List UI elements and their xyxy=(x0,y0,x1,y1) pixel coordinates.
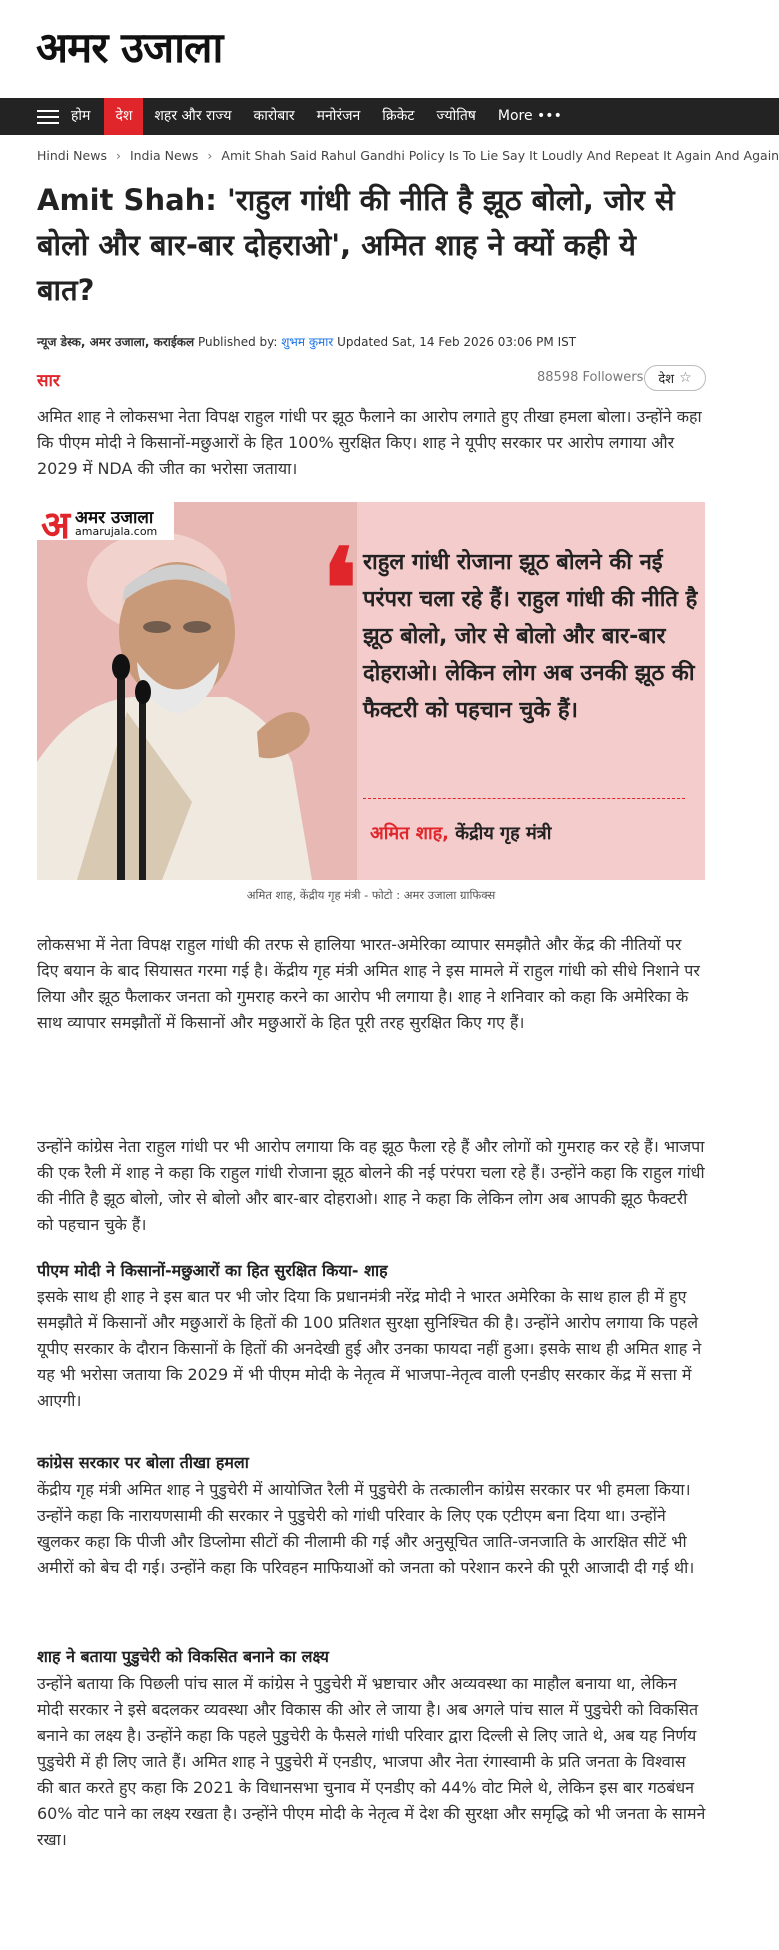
body-paragraph-2: उन्होंने कांग्रेस नेता राहुल गांधी पर भी आरोप लगाया कि वह झूठ फैला रहे हैं और लोगों को गुमराह कर रहे हैं। भाजपा की एक रैली में शाह ने कहा कि राहुल गांधी रोजाना झूठ बोलने की नई परंपरा चला रहे हैं। उन्होंने कहा कि राहुल गांधी की नीति है झूठ बोलो, जोर से बोलो और बार-बार दोहराओ। शाह ने कहा कि लेकिन लोग अब आपकी झूठ फैक्टरी को पहचान चुके हैं। xyxy=(37,1137,705,1234)
quote-mark-icon: ❛ xyxy=(322,524,358,653)
byline-published-label: Published by: xyxy=(197,335,278,349)
breadcrumb-separator-icon: › xyxy=(207,148,213,163)
followers-count: 88598 Followers xyxy=(537,370,644,385)
quote-divider xyxy=(363,798,685,799)
nav-item-desh[interactable]: देश xyxy=(104,98,143,135)
breadcrumb-current: Amit Shah Said Rahul Gandhi Policy Is To Lie Say It Loudly And Repeat It Again And Again xyxy=(221,148,779,163)
site-logo[interactable]: अमर उजाला xyxy=(36,23,223,72)
nav-item-entertainment[interactable]: मनोरंजन xyxy=(316,108,361,124)
hero-attribution xyxy=(370,821,551,845)
nav-home[interactable]: होम xyxy=(71,108,91,124)
byline-org: न्यूज डेस्क, अमर उजाला, कराईकल xyxy=(37,335,195,349)
hero-logo-brand: अमर उजाला xyxy=(75,508,154,528)
speaker-photo xyxy=(37,502,357,880)
nav-item-astrology[interactable]: ज्योतिष xyxy=(436,108,476,124)
hero-logo-url: amarujala.com xyxy=(75,525,158,538)
breadcrumb-hindi-news[interactable]: Hindi News xyxy=(37,148,107,163)
body-paragraph-5: उन्होंने बताया कि पिछली पांच साल में कांग्रेस ने पुडुचेरी में भ्रष्टाचार और अव्यवस्था का माहौल बनाया था, लेकिन मोदी सरकार ने इसे बदलकर व्यवस्था और विकास की ओर ले जाया है। अब अगले पांच साल में पुडुचेरी को विकसित बनाने का लक्ष्य है। उन्होंने कहा कि पहले पुडुचेरी के फैसले गांधी परिवार द्वारा दिल्ली से लिए जाते थे, अब यह निर्णय पुडुचेरी में ही लिए जाते हैं। अमित शाह ने पुडुचेरी में एनडीए, भाजपा और नेता रंगास्वामी के प्रति जनता के विश्वास की बात करते हुए कहा कि 2021 के विधानसभा चुनाव में एनडीए को 44% वोट मिले थे, लेकिन इस बार गठबंधन 60% वोट पाने का लक्ष्य रखता है। उन्होंने पीएम मोदी के नेतृत्व में देश की सुरक्षा और समृद्धि को भी जनता के सामने रखा। xyxy=(37,1674,706,1849)
breadcrumb-india-news[interactable]: India News xyxy=(129,148,199,163)
main-nav xyxy=(0,98,779,135)
subheading-3: शाह ने बताया पुडुचेरी को विकसित बनाने का लक्ष्य xyxy=(37,1647,329,1666)
byline-updated: Updated Sat, 14 Feb 2026 03:06 PM IST xyxy=(337,335,577,349)
attribution-name: अमित शाह, xyxy=(370,823,450,844)
nav-item-cricket[interactable]: क्रिकेट xyxy=(382,108,415,124)
hamburger-menu-icon[interactable] xyxy=(37,110,59,124)
follow-tag-button[interactable] xyxy=(644,365,706,391)
article-title: Amit Shah: 'राहुल गांधी की नीति है झूठ बोलो, जोर से बोलो और बार-बार दोहराओ', अमित शाह ने क्यों कही ये बात? xyxy=(37,183,675,307)
subheading-2: कांग्रेस सरकार पर बोला तीखा हमला xyxy=(37,1453,249,1472)
star-icon: ☆ xyxy=(679,370,692,386)
breadcrumb xyxy=(37,148,779,166)
subheading-1: पीएम मोदी ने किसानों-मछुआरों का हित सुरक्षित किया- शाह xyxy=(37,1261,388,1280)
breadcrumb-separator-icon: › xyxy=(115,148,121,163)
hero-quote: राहुल गांधी रोजाना झूठ बोलने की नई परंपरा चला रहे हैं। राहुल गांधी की नीति है झूठ बोलो, जोर से बोलो और बार-बार दोहराओ। लेकिन लोग अब उनकी झूठ की फैक्टरी को पहचान चुके हैं। xyxy=(363,550,698,723)
body-paragraph-4: केंद्रीय गृह मंत्री अमित शाह ने पुडुचेरी में आयोजित रैली में पुडुचेरी के तत्कालीन कांग्रेस सरकार पर भी हमला किया। उन्होंने कहा कि नारायणसामी की सरकार ने पुडुचेरी को गांधी परिवार के लिए एक एटीएम बना दिया था। उन्होंने खुलकर कहा कि पीजी और डिप्लोमा सीटों की नीलामी की गई और अनुसूचित जाति-जनजाति के आरक्षित सीटें भी अमीरों को बेच दी गई। उन्होंने कहा कि परिवहन माफियाओं को जनता को परेशान करने की पूरी आजादी दी गई थी। xyxy=(37,1480,695,1577)
body-paragraph-1: लोकसभा में नेता विपक्ष राहुल गांधी की तरफ से हालिया भारत-अमेरिका व्यापार समझौते और केंद्र की नीतियों पर दिए बयान के बाद सियासत गरमा गई है। केंद्रीय गृह मंत्री अमित शाह ने इस मामले में राहुल गांधी को सीधे निशाने पर लिया और झूठ फैलाकर जनता को गुमराह करने का आरोप भी लगाया है। शाह ने शनिवार को कहा कि अमेरिका के साथ व्यापार समझौतों में किसानों और मछुआरों के हित पूरी तरह सुरक्षित किए गए हैं। xyxy=(37,935,700,1032)
site-header xyxy=(0,0,779,98)
image-caption: अमित शाह, केंद्रीय गृह मंत्री - फोटो : अमर उजाला ग्राफिक्स xyxy=(246,888,496,902)
body-paragraph-3: इसके साथ ही शाह ने इस बात पर भी जोर दिया कि प्रधानमंत्री नरेंद्र मोदी ने भारत अमेरिका के साथ हाल ही में हुए समझौते में किसानों और मछुआरों के हितों की 100 प्रतिशत सुरक्षा सुनिश्चित की है। उन्होंने आरोप लगाया कि पहले यूपीए सरकार के दौरान किसानों के हितों की अनदेखी हुई और उनका फायदा नहीं हुआ। इसके साथ ही अमित शाह ने यह भी भरोसा जताया कि 2029 में भी पीएम मोदी के नेतृत्व में भाजपा-नेतृत्व वाली एनडीए सरकार केंद्र में सत्ता में आएगी। xyxy=(37,1287,702,1410)
byline-author-link[interactable]: शुभम कुमार xyxy=(281,335,334,349)
attribution-role: केंद्रीय गृह मंत्री xyxy=(455,823,552,844)
hero-image xyxy=(37,502,705,880)
nav-item-city-state[interactable]: शहर और राज्य xyxy=(154,108,232,124)
nav-item-more[interactable]: More ••• xyxy=(497,108,562,124)
follow-tag-label: देश xyxy=(658,372,675,387)
byline xyxy=(37,333,737,350)
article-summary: अमित शाह ने लोकसभा नेता विपक्ष राहुल गांधी पर झूठ फैलाने का आरोप लगाते हुए तीखा हमला बोला। उन्होंने कहा कि पीएम मोदी ने किसानों-मछुआरों के हित 100% सुरक्षित किए। शाह ने यूपीए सरकार पर आरोप लगाया और 2029 में NDA की जीत का भरोसा जताया। xyxy=(37,407,702,478)
summary-label: सार xyxy=(37,371,60,391)
hero-logo-mark: अ xyxy=(41,502,71,547)
hero-logo xyxy=(37,502,174,547)
nav-item-business[interactable]: कारोबार xyxy=(253,108,295,124)
